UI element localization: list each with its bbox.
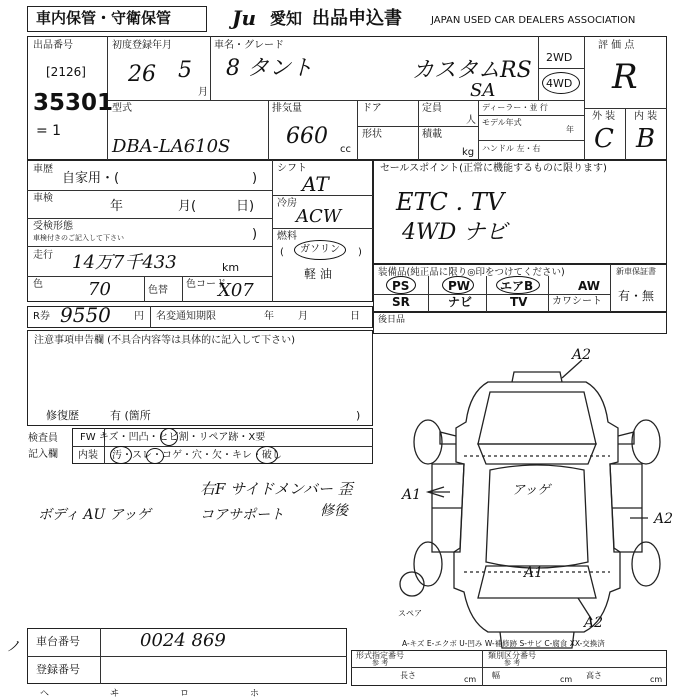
handwritten-note-4: ボディ AU アッゲ: [38, 507, 151, 523]
mileage-unit: km: [222, 261, 240, 274]
damage-mark-a2-bottom: A2: [584, 615, 604, 631]
classification-label: 類別区分番号: [488, 651, 536, 660]
car-name-label: 車名・グレード: [214, 40, 284, 51]
name-change-label: 名変通知期限: [156, 311, 216, 322]
storage-title: 車内保管・守衛保管: [36, 9, 172, 27]
dim-width: 幅: [492, 671, 500, 680]
equip-aw: AW: [578, 279, 600, 293]
later-label: 後日品: [378, 315, 406, 325]
mileage-label: 走行: [33, 250, 53, 261]
color-label: 色: [33, 279, 43, 290]
name-change-year: 年: [264, 311, 274, 322]
inspection-day: 日): [236, 199, 255, 214]
footer-bit-3: ロ: [180, 689, 190, 699]
footer-bit-2: ヰ: [110, 689, 120, 699]
displacement-value: 660: [286, 124, 328, 149]
sales-point-line2: 4WD ナビ: [402, 220, 508, 245]
int-value: B: [636, 124, 656, 154]
color-code-label: 色コード: [186, 279, 226, 290]
recycle-label: R券: [33, 311, 50, 322]
dim-height-unit: cm: [650, 675, 663, 684]
damage-mark-a2-right: A2: [654, 511, 674, 527]
sales-point-line1: ETC . TV: [396, 188, 505, 216]
acceptance-note: 車検付きのご記入して下さい: [33, 234, 124, 242]
score-value: R: [612, 57, 638, 97]
first-reg-year: 26: [128, 62, 156, 87]
model-label: 型式: [112, 103, 132, 114]
damage-mark-airbag: アッゲ: [512, 483, 551, 498]
notes-label: 注意事項申告欄 (不具合内容等は具体的に記入して下さい): [34, 335, 295, 346]
dim-length-unit: cm: [464, 675, 477, 684]
displacement-label: 排気量: [272, 103, 302, 114]
inspector-row2: 汚・スレ・コゲ・穴・欠・キレ・破し: [112, 450, 282, 461]
handwritten-note-3: 修後: [320, 503, 348, 519]
inspector-label-2: 記入欄: [28, 449, 58, 460]
load-unit: kg: [462, 147, 475, 158]
fuel-open: (: [280, 247, 284, 258]
fuel-label: 燃料: [277, 231, 297, 242]
inspection-month: 月(: [178, 199, 197, 214]
model-year-unit: 年: [566, 125, 574, 134]
shape-label: 形状: [362, 129, 382, 140]
repair-label: 修復歴: [46, 409, 79, 422]
model-value: DBA-LA610S: [112, 136, 231, 157]
color-value: 70: [88, 279, 111, 300]
chassis-label: 車台番号: [36, 635, 80, 648]
recycle-value: 9550: [60, 303, 111, 327]
repair-value: 有 (箇所: [110, 409, 151, 422]
designation-sub: 参 考: [372, 659, 389, 667]
usage-close: ): [252, 171, 258, 186]
damage-mark-a1-left: A1: [402, 487, 422, 503]
first-reg-month: 5: [178, 58, 192, 83]
car-grade: カスタムRS: [412, 58, 532, 83]
name-change-month: 月: [298, 311, 308, 322]
registration-label: 登録番号: [36, 663, 80, 676]
capacity-unit: 人: [466, 115, 476, 126]
shift-value: AT: [302, 172, 329, 196]
ju-logo: Ju: [232, 6, 257, 30]
mileage-value: 14万7千433: [72, 252, 177, 273]
ext-value: C: [594, 124, 614, 154]
handwritten-note-1: 右F サイドメンバー 歪: [200, 480, 353, 498]
usage-label: 車歴: [33, 164, 53, 175]
association-name: JAPAN USED CAR DEALERS ASSOCIATION: [431, 15, 636, 26]
first-reg-month-unit: 月: [198, 87, 208, 98]
equip-leather: カワシート: [552, 296, 602, 307]
doors-label: ドア: [362, 103, 382, 114]
dealer-label: ディーラー・並 行: [482, 103, 548, 112]
recycle-unit: 円: [134, 311, 144, 322]
car-body-diagram: [392, 352, 672, 652]
damage-legend: A-キズ E-エクボ U-凹み W-補修跡 S-サビ C-腐食 XX-交換済: [402, 639, 605, 648]
model-year-label: モデル年式: [482, 118, 522, 127]
designation-label: 形式指定番号: [356, 651, 404, 660]
equip-navi: ナビ: [448, 295, 473, 309]
lot-label: 出品番号: [33, 40, 73, 51]
inspector-row1: FW キズ・凹凸・ヒビ割・リペア跡・X要: [80, 432, 266, 443]
equip-pw: PW: [448, 279, 471, 293]
inspector-row2-label: 内装: [78, 450, 98, 461]
drive-2wd: 2WD: [546, 51, 573, 64]
fuel-diesel: 軽 油: [304, 267, 332, 281]
score-label: 評 価 点: [598, 40, 635, 51]
car-grade-2: SA: [470, 80, 496, 101]
equipment-label: 装備品(純正品に限り◎印をつけてください): [378, 267, 565, 278]
aircon-value: ACW: [296, 206, 342, 227]
form-title: 出品申込書: [312, 8, 402, 29]
equip-tv: TV: [510, 295, 528, 309]
ext-label: 外 装: [592, 111, 616, 122]
damage-mark-a1-rear: A1: [524, 565, 544, 581]
footer-bit-4: ホ: [250, 689, 260, 699]
damage-mark-a2-top: A2: [572, 347, 592, 363]
lot-bracket: [2126]: [46, 65, 86, 79]
footer-bit-1: ヘ: [40, 689, 50, 699]
car-name-value: 8 タント: [226, 56, 313, 81]
acceptance-close: ): [252, 227, 258, 242]
fuel-close: ): [358, 247, 362, 258]
equip-airbag: エアB: [500, 279, 534, 293]
repair-close: ): [356, 409, 361, 422]
shift-label: シフト: [277, 163, 307, 174]
margin-mark: ノ: [6, 639, 20, 655]
capacity-label: 定員: [422, 103, 442, 114]
later-box: [373, 312, 667, 334]
dim-height: 高さ: [586, 671, 602, 680]
dim-width-unit: cm: [560, 675, 573, 684]
handle-label: ハンドル 左・右: [482, 144, 541, 153]
classification-sub: 参 考: [504, 659, 521, 667]
usage-value: 自家用・(: [62, 171, 120, 186]
inspection-year: 年: [110, 199, 124, 214]
equip-sr: SR: [392, 295, 410, 309]
lot-side-marks: = 1: [36, 123, 62, 139]
equip-ps: PS: [392, 279, 410, 293]
new-car-warranty-value: 有・無: [618, 289, 655, 303]
handwritten-note-2: コアサポート: [200, 507, 284, 523]
spare-label: スペア: [398, 609, 422, 618]
int-label: 内 装: [634, 111, 658, 122]
load-label: 積載: [422, 129, 442, 140]
acceptance-label: 受検形態: [33, 221, 73, 232]
name-change-day: 日: [350, 311, 360, 322]
chassis-value: 0024 869: [140, 630, 226, 651]
dim-length: 長さ: [400, 671, 416, 680]
displacement-unit: cc: [340, 144, 351, 155]
lot-number: 35301: [33, 90, 114, 116]
color-code-value: X07: [218, 280, 254, 301]
aircon-label: 冷房: [277, 198, 297, 209]
inspector-label-1: 検査員: [28, 433, 58, 444]
color-change-label: 色替: [148, 285, 168, 296]
inspection-label: 車検: [33, 193, 53, 204]
drive-4wd: 4WD: [546, 77, 573, 90]
logo-org: 愛知: [270, 9, 303, 28]
new-car-warranty-label: 新車保証書: [616, 267, 656, 276]
first-reg-label: 初度登録年月: [112, 40, 172, 51]
fuel-gasoline: ガソリン: [300, 244, 340, 255]
sales-point-label: セールスポイント(正常に機能するものに限ります): [380, 163, 607, 174]
